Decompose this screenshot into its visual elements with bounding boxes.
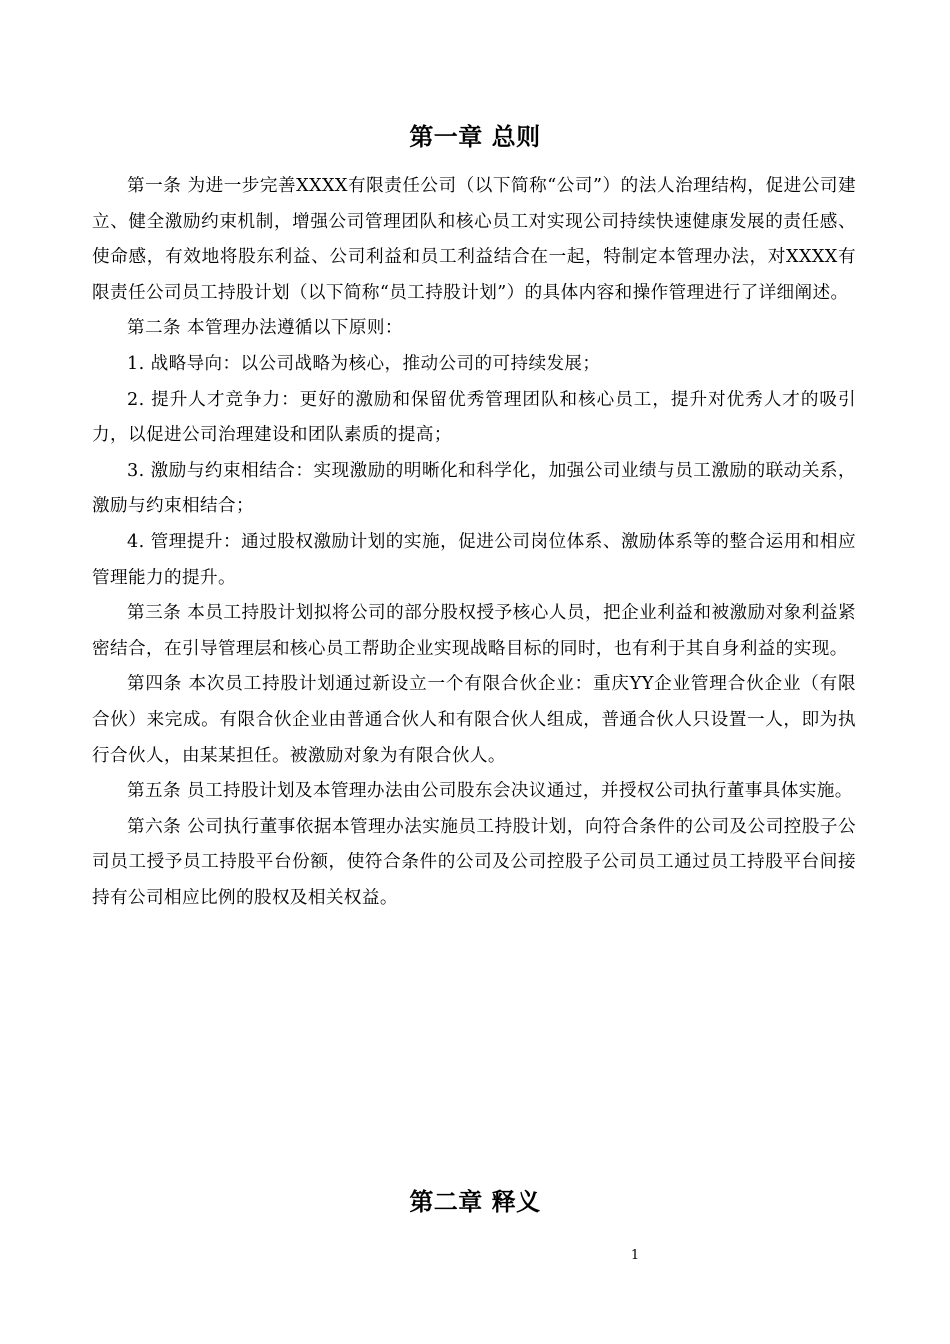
page-number: 1: [630, 1248, 640, 1263]
principle-1-paragraph: 1. 战略导向：以公司战略为核心，推动公司的可持续发展；: [127, 353, 601, 374]
article-5-paragraph: 第五条 员工持股计划及本管理办法由公司股东会决议通过，并授权公司执行董事具体实施。: [127, 781, 853, 802]
chapter-2-title: 第二章 释义: [409, 1187, 541, 1216]
document-body: [92, 169, 856, 916]
principle-3-paragraph: 3. 激励与约束相结合：实现激励的明晰化和科学化，加强公司业绩与员工激励的联动关系，激励与约束相结合；: [92, 460, 856, 517]
principle-4-paragraph: 4. 管理提升：通过股权激励计划的实施，促进公司岗位体系、激励体系等的整合运用和相应管理能力的提升。: [92, 531, 856, 588]
chapter-1-title: 第一章 总则: [409, 122, 541, 151]
article-2-paragraph: 第二条 本管理办法遵循以下原则：: [127, 318, 403, 339]
article-4-paragraph: 第四条 本次员工持股计划通过新设立一个有限合伙企业：重庆YY企业管理合伙企业（有限合伙）来完成。有限合伙企业由普通合伙人和有限合伙人组成，普通合伙人只设置一人，即为执行合伙人，由某某担任。被激励对象为有限合伙人。: [92, 674, 856, 766]
article-3-paragraph: 第三条 本员工持股计划拟将公司的部分股权授予核心人员，把企业利益和被激励对象利益紧密结合，在引导管理层和核心员工帮助企业实现战略目标的同时，也有利于其自身利益的实现。: [92, 603, 856, 659]
principle-2-paragraph: 2. 提升人才竞争力：更好的激励和保留优秀管理团队和核心员工，提升对优秀人才的吸引力，以促进公司治理建设和团队素质的提高；: [92, 389, 856, 446]
article-6-paragraph: 第六条 公司执行董事依据本管理办法实施员工持股计划，向符合条件的公司及公司控股子公司员工授予员工持股平台份额，使符合条件的公司及公司控股子公司员工通过员工持股平台间接持有公司相应比例的股权及相关权益。: [92, 816, 856, 908]
article-1-paragraph: 第一条 为进一步完善XXXX有限责任公司（以下简称“公司”）的法人治理结构，促进公司建立、健全激励约束机制，增强公司管理团队和核心员工对实现公司持续快速健康发展的责任感、使命感，有效地将股东利益、公司利益和员工利益结合在一起，特制定本管理办法，对XXXX有限责任公司员工持股计划（以下简称“员工持股计划”）的具体内容和操作管理进行了详细阐述。: [92, 176, 856, 303]
